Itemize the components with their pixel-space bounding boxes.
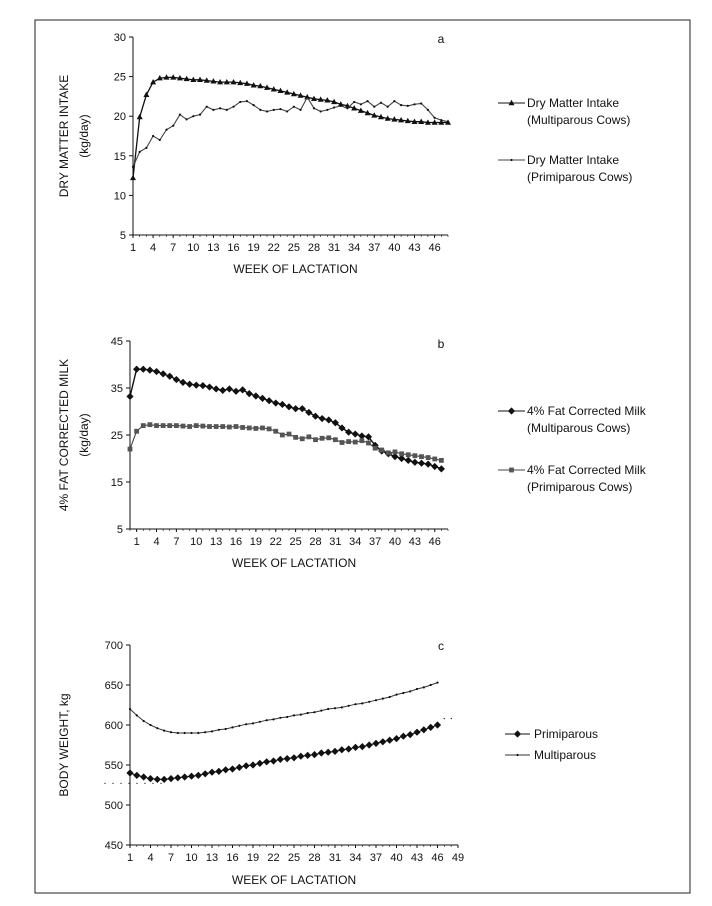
data-point-series-2: [174, 423, 179, 428]
dotted-mark: [128, 783, 129, 784]
data-point-series-2: [128, 447, 133, 452]
legend-marker-2: [510, 159, 512, 161]
x-tick-label: 28: [309, 536, 322, 548]
x-tick-label: 25: [289, 536, 302, 548]
data-point-series-2: [313, 107, 315, 109]
data-point-series-2: [218, 729, 220, 731]
x-tick-label: 13: [205, 852, 219, 864]
data-point-series-2: [179, 114, 181, 116]
data-point-series-2: [253, 426, 258, 431]
data-point-series-2: [326, 435, 331, 440]
legend-label-2: Multiparous: [534, 748, 597, 762]
data-point-series-2: [163, 730, 165, 732]
data-point-series-2: [395, 694, 397, 696]
x-tick-label: 7: [167, 852, 175, 864]
y-axis-unit-label: (kg/day): [77, 413, 91, 457]
data-point-series-2: [177, 732, 179, 734]
y-tick-label: 500: [104, 800, 123, 812]
dotted-mark: [136, 783, 137, 784]
data-point-series-2: [427, 109, 429, 111]
data-point-series-2: [212, 109, 214, 111]
data-point-series-2: [306, 434, 311, 439]
data-point-series-2: [280, 433, 285, 438]
data-point-series-2: [402, 692, 404, 694]
data-point-series-2: [245, 723, 247, 725]
panel-letter: c: [438, 639, 444, 653]
dotted-mark: [444, 718, 445, 719]
data-point-series-2: [239, 101, 241, 103]
data-point-series-2: [348, 705, 350, 707]
legend-marker-2: [509, 468, 514, 473]
data-point-series-2: [353, 101, 355, 103]
data-point-series-2: [272, 718, 274, 720]
y-axis-label: BODY WEIGHT, kg: [57, 693, 71, 797]
data-point-series-2: [346, 439, 351, 444]
x-tick-label: 25: [287, 852, 301, 864]
x-tick-label: 22: [269, 536, 282, 548]
data-point-series-2: [279, 717, 281, 719]
x-tick-label: 1: [133, 536, 140, 548]
x-tick-label: 40: [388, 242, 401, 254]
legend-marker-2: [516, 754, 518, 756]
data-point-series-2: [353, 440, 358, 445]
data-point-series-2: [406, 452, 411, 457]
data-point-series-2: [156, 727, 158, 729]
legend-label-1: Dry Matter Intake: [527, 96, 620, 110]
legend-label-1-line2: (Multiparous Cows): [527, 421, 631, 435]
x-tick-label: 37: [368, 242, 381, 254]
x-tick-label: 7: [170, 242, 177, 254]
x-tick-label: 13: [207, 242, 220, 254]
x-tick-label: 10: [187, 242, 200, 254]
x-tick-label: 31: [328, 852, 342, 864]
x-tick-label: 10: [190, 536, 203, 548]
x-tick-label: 4: [153, 536, 160, 548]
data-point-series-2: [227, 425, 232, 430]
data-point-series-2: [387, 106, 389, 108]
data-point-series-2: [204, 731, 206, 733]
data-point-series-2: [220, 424, 225, 429]
data-point-series-2: [246, 100, 248, 102]
x-tick-label: 40: [390, 852, 403, 864]
panel-letter: b: [437, 337, 445, 351]
data-point-series-2: [340, 440, 345, 445]
data-point-series-2: [439, 458, 444, 463]
data-point-series-2: [333, 106, 335, 108]
y-tick-label: 700: [104, 640, 123, 652]
data-point-series-2: [359, 438, 364, 443]
data-point-series-2: [360, 103, 362, 105]
data-point-series-2: [440, 119, 442, 121]
data-point-series-2: [366, 441, 371, 446]
legend-label-1: 4% Fat Corrected Milk: [527, 404, 646, 418]
data-point-series-2: [379, 448, 384, 453]
dotted-mark: [112, 783, 113, 784]
data-point-series-2: [141, 423, 146, 428]
x-tick-label: 4: [150, 242, 157, 254]
data-point-series-2: [380, 102, 382, 104]
data-point-series-2: [382, 698, 384, 700]
data-point-series-2: [320, 436, 325, 441]
y-tick-label: 30: [113, 32, 126, 44]
y-tick-label: 5: [116, 524, 123, 536]
data-point-series-2: [273, 429, 278, 434]
x-tick-label: 49: [451, 852, 465, 864]
data-point-series-2: [200, 424, 205, 429]
data-point-series-2: [252, 722, 254, 724]
panel-letter: a: [437, 32, 445, 46]
data-point-series-2: [259, 109, 261, 111]
data-point-series-2: [259, 721, 261, 723]
x-tick-label: 16: [226, 852, 239, 864]
data-point-series-2: [368, 701, 370, 703]
data-point-series-2: [211, 730, 213, 732]
data-point-series-2: [299, 109, 301, 111]
x-tick-label: 34: [349, 852, 362, 864]
y-axis-label: DRY MATTER INTAKE: [57, 74, 71, 198]
data-point-series-2: [361, 702, 363, 704]
data-point-series-2: [154, 423, 159, 428]
data-point-series-2: [226, 109, 228, 111]
x-axis-label: WEEK OF LACTATION: [233, 262, 358, 276]
y-tick-label: 650: [104, 680, 123, 692]
data-point-series-2: [167, 423, 172, 428]
legend-label-2-line2: (Primiparous Cows): [527, 480, 633, 494]
data-point-series-2: [170, 731, 172, 733]
x-tick-label: 4: [147, 852, 154, 864]
data-point-series-2: [187, 424, 192, 429]
data-point-series-2: [279, 108, 281, 110]
data-point-series-2: [184, 732, 186, 734]
legend-label-2: Dry Matter Intake: [527, 153, 620, 167]
data-point-series-2: [145, 147, 147, 149]
legend-label-2-line2: (Primiparous Cows): [527, 170, 633, 184]
data-point-series-2: [161, 423, 166, 428]
y-tick-label: 15: [113, 150, 126, 163]
y-tick-label: 10: [113, 190, 126, 203]
data-point-series-2: [199, 114, 201, 116]
data-point-series-2: [197, 732, 199, 734]
data-point-series-2: [412, 453, 417, 458]
data-point-series-2: [134, 429, 139, 434]
dotted-mark: [160, 783, 161, 784]
data-point-series-2: [253, 104, 255, 106]
data-point-series-2: [436, 682, 438, 684]
data-point-series-2: [287, 432, 292, 437]
x-tick-label: 19: [249, 536, 262, 548]
data-point-series-2: [313, 711, 315, 713]
data-point-series-2: [375, 699, 377, 701]
data-point-series-2: [206, 106, 208, 108]
data-point-series-2: [234, 424, 239, 429]
x-tick-label: 22: [267, 852, 280, 864]
data-point-series-2: [293, 435, 298, 440]
y-tick-label: 550: [104, 760, 123, 772]
data-point-series-2: [266, 719, 268, 721]
data-point-series-2: [300, 714, 302, 716]
x-tick-label: 16: [229, 536, 243, 548]
data-point-series-2: [327, 708, 329, 710]
data-point-series-2: [399, 451, 404, 456]
data-point-series-2: [373, 106, 375, 108]
y-tick-label: 25: [110, 430, 123, 442]
data-point-series-2: [419, 454, 424, 459]
data-point-series-2: [147, 422, 152, 427]
x-tick-label: 37: [369, 852, 383, 864]
data-point-series-2: [293, 106, 295, 108]
x-tick-label: 22: [267, 242, 280, 254]
data-point-series-2: [409, 690, 411, 692]
data-point-series-2: [373, 446, 378, 451]
data-point-series-2: [181, 424, 186, 429]
data-point-series-2: [326, 109, 328, 111]
x-tick-label: 43: [408, 242, 421, 254]
data-point-series-2: [423, 686, 425, 688]
data-point-series-2: [194, 423, 199, 428]
data-point-series-2: [334, 707, 336, 709]
x-tick-label: 46: [428, 536, 441, 548]
x-axis-label: WEEK OF LACTATION: [231, 556, 357, 570]
data-point-series-2: [300, 436, 305, 441]
data-point-series-2: [132, 166, 134, 168]
data-point-series-2: [159, 139, 161, 141]
x-tick-label: 34: [348, 242, 361, 254]
y-axis-unit-label: (kg/day): [77, 114, 91, 158]
data-point-series-2: [420, 102, 422, 104]
data-point-series-2: [149, 724, 151, 726]
data-point-series-2: [214, 424, 219, 429]
data-point-series-2: [129, 708, 131, 710]
x-tick-label: 34: [349, 536, 362, 548]
data-point-series-2: [400, 104, 402, 106]
x-tick-label: 46: [431, 852, 444, 864]
x-tick-label: 28: [308, 852, 321, 864]
data-point-series-2: [333, 437, 338, 442]
y-axis-label: 4% FAT CORRECTED MILK: [57, 358, 71, 512]
data-point-series-2: [286, 716, 288, 718]
data-point-series-2: [225, 728, 227, 730]
data-point-series-2: [389, 696, 391, 698]
x-tick-label: 31: [329, 536, 342, 548]
x-tick-label: 37: [369, 536, 382, 548]
data-point-series-2: [247, 426, 252, 431]
data-point-series-2: [426, 455, 431, 460]
data-point-series-2: [165, 129, 167, 131]
data-point-series-2: [306, 96, 308, 98]
x-tick-label: 40: [388, 536, 402, 548]
data-point-series-2: [430, 684, 432, 686]
data-point-series-2: [232, 106, 234, 108]
y-tick-label: 25: [113, 71, 126, 84]
x-tick-label: 10: [185, 852, 198, 864]
legend-label-1: Primiparous: [534, 727, 599, 741]
y-tick-label: 600: [104, 720, 123, 732]
dotted-mark: [104, 783, 105, 784]
data-point-series-2: [447, 121, 449, 123]
x-axis-label: WEEK OF LACTATION: [231, 873, 357, 887]
x-tick-label: 28: [307, 242, 321, 254]
data-point-series-2: [136, 714, 138, 716]
x-tick-label: 43: [410, 852, 424, 864]
y-tick-label: 5: [119, 230, 126, 242]
data-point-series-2: [139, 151, 141, 153]
data-point-series-2: [293, 714, 295, 716]
x-tick-label: 43: [408, 536, 421, 548]
data-point-series-2: [192, 115, 194, 117]
data-point-series-2: [393, 100, 395, 102]
data-point-series-2: [432, 457, 437, 462]
data-point-series-2: [286, 110, 288, 112]
dotted-mark: [152, 783, 153, 784]
data-point-series-2: [386, 450, 391, 455]
data-point-series-2: [238, 725, 240, 727]
data-point-series-2: [267, 426, 272, 431]
x-tick-label: 31: [327, 242, 341, 254]
x-tick-label: 46: [428, 242, 441, 254]
data-point-series-2: [340, 105, 342, 107]
data-point-series-2: [416, 688, 418, 690]
x-tick-label: 1: [126, 852, 134, 864]
data-point-series-2: [346, 107, 348, 109]
legend-label-1-line2: (Multiparous Cows): [527, 113, 631, 127]
dotted-mark: [120, 783, 121, 784]
data-point-series-2: [366, 100, 368, 102]
data-point-series-2: [307, 712, 309, 714]
data-point-series-2: [152, 135, 154, 137]
x-tick-label: 19: [246, 852, 260, 864]
x-tick-label: 19: [247, 242, 260, 254]
y-tick-label: 15: [110, 477, 123, 489]
data-point-series-2: [407, 105, 409, 107]
data-point-series-2: [190, 732, 192, 734]
data-point-series-2: [313, 437, 318, 442]
data-point-series-2: [207, 424, 212, 429]
y-tick-label: 450: [104, 840, 123, 852]
data-point-series-2: [266, 110, 268, 112]
y-tick-label: 20: [113, 111, 126, 124]
data-point-series-2: [433, 117, 435, 119]
data-point-series-2: [320, 710, 322, 712]
dotted-mark: [451, 718, 452, 719]
data-point-series-2: [273, 109, 275, 111]
data-point-series-2: [231, 726, 233, 728]
x-tick-label: 25: [287, 242, 300, 254]
data-point-series-2: [354, 703, 356, 705]
data-point-series-2: [393, 450, 398, 455]
y-tick-label: 45: [110, 336, 123, 348]
data-point-series-2: [219, 107, 221, 109]
data-point-series-2: [260, 426, 265, 431]
data-point-series-2: [240, 425, 245, 430]
x-tick-label: 13: [210, 536, 223, 548]
data-point-series-2: [341, 706, 343, 708]
data-point-series-2: [320, 110, 322, 112]
legend-label-2: 4% Fat Corrected Milk: [527, 463, 646, 477]
x-tick-label: 1: [129, 242, 137, 254]
y-tick-label: 35: [110, 383, 123, 395]
data-point-series-2: [172, 125, 174, 127]
data-point-series-2: [143, 720, 145, 722]
x-tick-label: 7: [173, 536, 180, 548]
dotted-mark: [144, 783, 145, 784]
data-point-series-2: [413, 103, 415, 105]
x-tick-label: 16: [227, 242, 240, 254]
data-point-series-2: [186, 118, 188, 120]
